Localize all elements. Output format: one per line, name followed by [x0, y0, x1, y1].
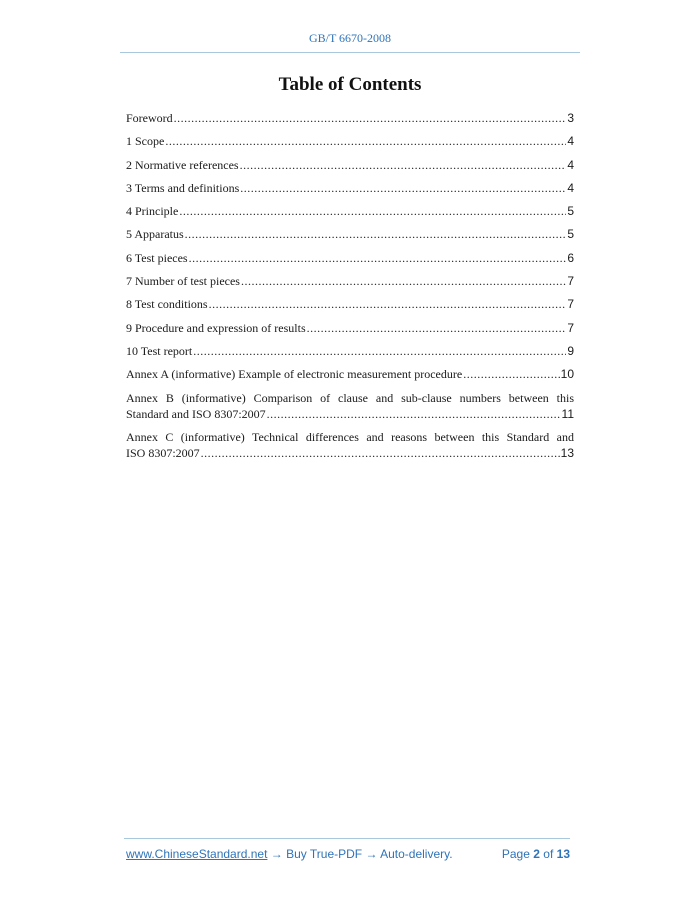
toc-page-number: 4	[567, 180, 574, 195]
toc-page-number: 13	[560, 445, 574, 460]
toc-entry-scope[interactable]: 1 Scope ..... 4	[126, 133, 574, 149]
toc-page-number: 7	[567, 297, 574, 312]
toc-page-number: 7	[567, 274, 574, 289]
toc-page-number: 7	[567, 320, 574, 335]
toc-page-number: 4	[567, 157, 574, 172]
promo-text: → Buy True-PDF → Auto-delivery.	[267, 847, 453, 861]
toc-entry-principle[interactable]: 4 Principle ..... 5	[126, 203, 574, 219]
toc-entry-annex-a[interactable]: Annex A (informative) Example of electronic measurement procedure ..... 10	[126, 366, 574, 382]
footer-divider	[124, 838, 570, 839]
toc-entry-number-of-test-pieces[interactable]: 7 Number of test pieces ..... 7	[126, 273, 574, 289]
toc-list	[126, 110, 574, 468]
toc-entry-foreword[interactable]: Foreword ..... 3	[126, 110, 574, 126]
site-link[interactable]: www.ChineseStandard.net	[126, 847, 268, 861]
current-page: 2	[533, 847, 540, 861]
page-title: Table of Contents	[278, 74, 422, 95]
running-header: GB/T 6670-2008	[308, 31, 392, 45]
page-indicator: Page 2 of 13	[501, 847, 570, 861]
toc-entry-apparatus[interactable]: 5 Apparatus ..... 5	[126, 226, 574, 242]
toc-entry-annex-b[interactable]: Annex B (informative) Comparison of clause and sub-clause numbers between this Standard and ISO 8307:2007 ..... 11	[126, 390, 574, 422]
header-divider	[120, 52, 580, 53]
toc-entry-normative-references[interactable]: 2 Normative references ..... 4	[126, 157, 574, 173]
toc-page-number: 5	[567, 227, 574, 242]
toc-page-number: 9	[567, 343, 574, 358]
toc-entry-test-report[interactable]: 10 Test report ..... 9	[126, 343, 574, 359]
total-pages: 13	[556, 847, 570, 861]
toc-entry-test-pieces[interactable]: 6 Test pieces ..... 6	[126, 250, 574, 266]
toc-page-number: 4	[567, 134, 574, 149]
toc-entry-procedure[interactable]: 9 Procedure and expression of results ..... 7	[126, 320, 574, 336]
toc-page-number: 6	[567, 250, 574, 265]
toc-page-number: 5	[567, 204, 574, 219]
page-footer	[126, 847, 570, 861]
toc-page-number: 11	[561, 406, 574, 421]
toc-entry-test-conditions[interactable]: 8 Test conditions ..... 7	[126, 296, 574, 312]
toc-page-number: 3	[567, 111, 574, 125]
toc-entry-annex-c[interactable]: Annex C (informative) Technical differences and reasons between this Standard and ISO 8307:2007 ..... 13	[126, 429, 574, 461]
toc-entry-terms-and-definitions[interactable]: 3 Terms and definitions ..... 4	[126, 180, 574, 196]
toc-page-number: 10	[560, 367, 574, 382]
